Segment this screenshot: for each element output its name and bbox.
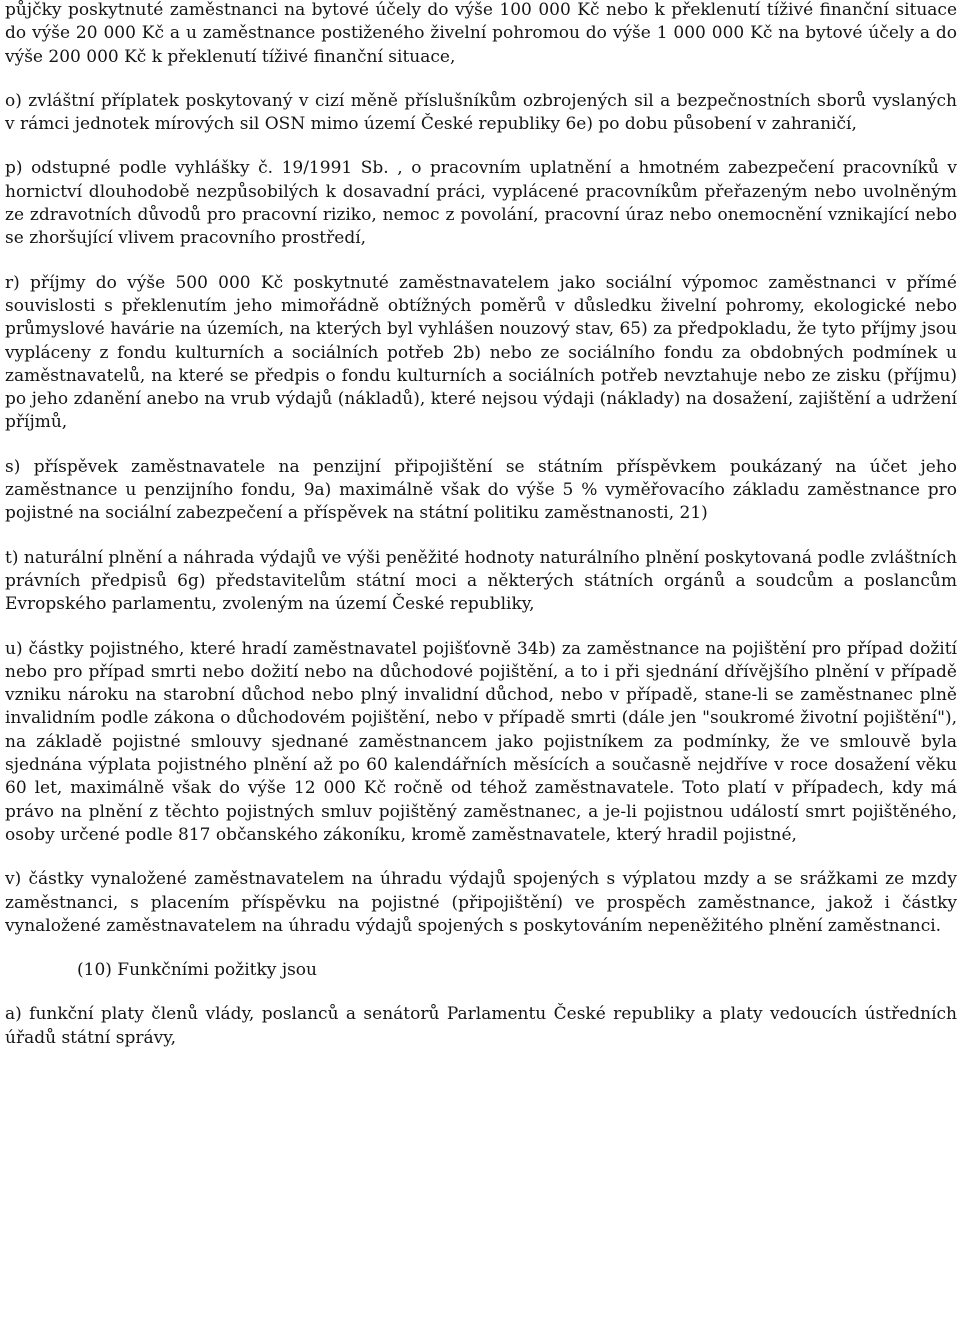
- paragraph-item-p: p) odstupné podle vyhlášky č. 19/1991 Sb. , o pracovním uplatnění a hmotném zabezpečení pracovníků v hornictví dlouhodobě nezpůsobilých k dosavadní práci, vyplácené pracovníkům přeřazeným nebo uvolněným ze zdravotních důvodů pro pracovní riziko, nemoc z povolání, pracovní úraz nebo onemocnění vznikající nebo se zhoršující vlivem pracovního prostředí,: [5, 158, 957, 249]
- paragraph-item-u: u) částky pojistného, které hradí zaměstnavatel pojišťovně 34b) za zaměstnance na pojištění pro případ dožití nebo pro případ smrti nebo dožití nebo na důchodové pojištění, a to i při sjednání dřívějšího plnění v případě vzniku nároku na starobní důchod nebo plný invalidní důchod, nebo v případě, stane-li se zaměstnanec plně invalidním podle zákona o důchodovém pojištění, nebo v případě smrti (dále jen "soukromé životní pojištění"), na základě pojistné smlouvy sjednané zaměstnancem jako pojistníkem za podmínky, že ve smlouvě byla sjednána výplata pojistného plnění až po 60 kalendářních měsících a současně nejdříve v roce dosažení věku 60 let, maximálně však do výše 12 000 Kč ročně od téhož zaměstnavatele. Toto platí v případech, kdy má právo na plnění z těchto pojistných smluv pojištěný zaměstnanec, a je-li pojistnou událostí smrt pojištěného, osoby určené podle 817 občanského zákoníku, kromě zaměstnavatele, který hradil pojistné,: [5, 638, 957, 845]
- paragraph-item-a: a) funkční platy členů vlády, poslanců a senátorů Parlamentu České republiky a platy vedoucích ústředních úřadů státní správy,: [5, 1004, 957, 1048]
- paragraph-item-t: t) naturální plnění a náhrada výdajů ve výši peněžité hodnoty naturálního plnění poskytovaná podle zvláštních právních předpisů 6g) představitelům státní moci a některých státních orgánů a soudcům a poslancům Evropského parlamentu, zvoleným na území České republiky,: [5, 547, 957, 615]
- paragraph-item-s: s) příspěvek zaměstnavatele na penzijní připojištění se státním příspěvkem poukázaný na účet jeho zaměstnance u penzijního fondu, 9a) maximálně však do výše 5 % vyměřovacího základu zaměstnance pro pojistné na sociální zabezpečení a příspěvek na státní politiku zaměstnanosti, 21): [5, 456, 957, 524]
- document-page: [5, 0, 957, 1071]
- paragraph-loans: půjčky poskytnuté zaměstnanci na bytové účely do výše 100 000 Kč nebo k překlenutí tíživé finanční situace do výše 20 000 Kč a u zaměstnance postiženého živelní pohromou do výše 1 000 000 Kč na bytové účely a do výše 200 000 Kč k překlenutí tíživé finanční situace,: [5, 0, 957, 67]
- paragraph-item-r: r) příjmy do výše 500 000 Kč poskytnuté zaměstnavatelem jako sociální výpomoc zaměstnanci v přímé souvislosti s překlenutím jeho mimořádně obtížných poměrů v důsledku živelní pohromy, ekologické nebo průmyslové havárie na územích, na kterých byl vyhlášen nouzový stav, 65) za předpokladu, že tyto příjmy jsou vypláceny z fondu kulturních a sociálních potřeb 2b) nebo ze sociálního fondu za obdobných podmínek u zaměstnavatelů, na které se předpis o fondu kulturních a sociálních potřeb nevztahuje nebo ze zisku (příjmu) po jeho zdanění anebo na vrub výdajů (nákladů), které nejsou výdaji (náklady) na dosažení, zajištění a udržení příjmů,: [5, 272, 957, 433]
- paragraph-item-v: v) částky vynaložené zaměstnavatelem na úhradu výdajů spojených s výplatou mzdy a se srážkami ze mzdy zaměstnanci, s placením příspěvku na pojistné (připojištění) ve prospěch zaměstnance, jakož i částky vynaložené zaměstnavatelem na úhradu výdajů spojených s poskytováním nepeněžitého plnění zaměstnanci.: [5, 869, 957, 936]
- paragraph-item-o: o) zvláštní příplatek poskytovaný v cizí měně příslušníkům ozbrojených sil a bezpečnostních sborů vyslaných v rámci jednotek mírových sil OSN mimo území České republiky 6e) po dobu působení v zahraničí,: [5, 90, 957, 135]
- section-heading: (10) Funkčními požitky jsou: [77, 960, 317, 981]
